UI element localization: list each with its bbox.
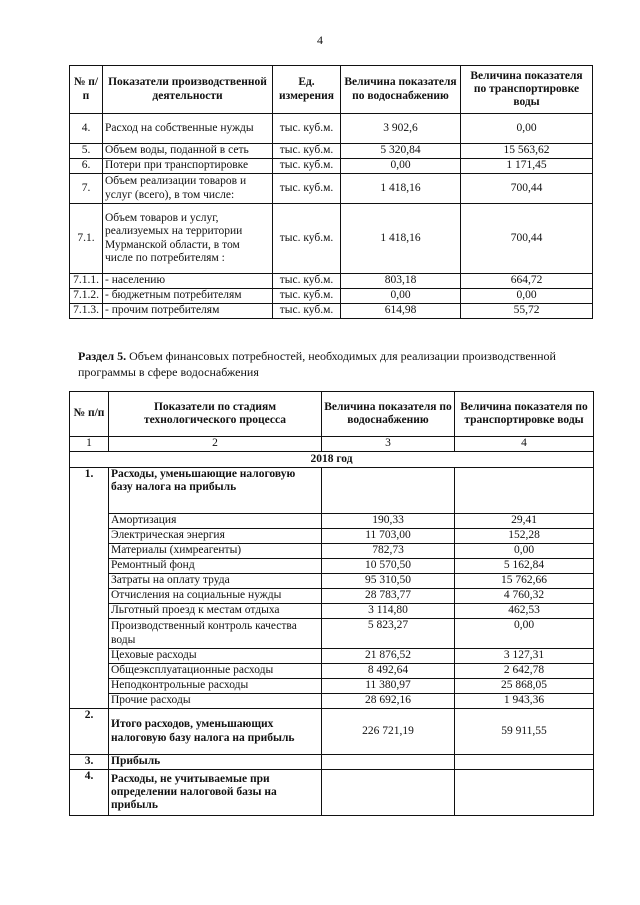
header-stage: Показатели по стадиям технологического процесса [109,392,322,437]
item-water-supply: 11 703,00 [322,529,455,544]
item-water-transport: 5 162,84 [455,559,594,574]
item-label: Материалы (химреагенты) [109,544,322,559]
row-water-transport: 0,00 [461,114,593,144]
item-water-supply: 782,73 [322,544,455,559]
total-row [70,709,594,755]
row-num: 7.1.3. [70,304,103,319]
row-indicator: Потери при транспортировке [103,159,273,174]
table-row [70,174,593,204]
table-row [70,619,594,649]
col-number: 1 [70,437,109,452]
row-indicator: Объем реализации товаров и услуг (всего), в том числе: [103,174,273,204]
header-water-transport: Величина показателя по транспортировке воды [461,66,593,114]
table-row [70,159,593,174]
row-num: 5. [70,144,103,159]
year-row [70,452,594,468]
table-row [70,559,594,574]
item-water-supply: 11 380,97 [322,679,455,694]
item-water-transport: 0,00 [455,544,594,559]
row-unit: тыс. куб.м. [273,174,341,204]
production-indicators-table [69,65,593,319]
item-label: Прочие расходы [109,694,322,709]
row-water-transport: 55,72 [461,304,593,319]
header-water-transport: Величина показателя по транспортировке воды [455,392,594,437]
table-row [70,204,593,274]
row-water-transport: 1 171,45 [461,159,593,174]
table-row [70,144,593,159]
item-water-supply: 8 492,64 [322,664,455,679]
table-row [70,574,594,589]
item-water-transport: 25 868,05 [455,679,594,694]
col-number: 2 [109,437,322,452]
non-deductible-row [70,770,594,816]
page-number: 4 [317,33,323,47]
total-num: 2. [70,709,109,755]
item-water-transport: 4 760,32 [455,589,594,604]
row-num: 7.1.2. [70,289,103,304]
header-unit: Ед. измерения [273,66,341,114]
header-water-supply: Величина показателя по водоснабжению [341,66,461,114]
row-water-transport: 0,00 [461,289,593,304]
row-num: 4. [70,114,103,144]
header-num: № п/п [70,66,103,114]
item-water-supply: 10 570,50 [322,559,455,574]
table-row [70,514,594,529]
table-row [70,289,593,304]
group-row [70,468,594,514]
row-num: 7.1. [70,204,103,274]
item-water-transport: 2 642,78 [455,664,594,679]
table-row [70,529,594,544]
section-5-heading [78,349,593,380]
item-water-transport: 29,41 [455,514,594,529]
header-num: № п/п [70,392,109,437]
row-water-transport: 700,44 [461,174,593,204]
total-water-supply: 226 721,19 [322,709,455,755]
item-water-transport: 152,28 [455,529,594,544]
item-water-supply: 3 114,80 [322,604,455,619]
item-water-supply: 95 310,50 [322,574,455,589]
non-deductible-num: 4. [70,770,109,816]
item-label: Цеховые расходы [109,649,322,664]
item-water-supply: 190,33 [322,514,455,529]
row-water-supply: 614,98 [341,304,461,319]
row-indicator: - населению [103,274,273,289]
table-row [70,679,594,694]
profit-row [70,755,594,770]
row-unit: тыс. куб.м. [273,274,341,289]
row-indicator: Расход на собственные нужды [103,114,273,144]
table-row [70,649,594,664]
section-5-text: Объем финансовых потребностей, необходимых для реализации производственной программы в сфере водоснабжения [78,349,556,379]
row-unit: тыс. куб.м. [273,289,341,304]
row-water-supply: 3 902,6 [341,114,461,144]
item-label: Льготный проезд к местам отдыха [109,604,322,619]
item-water-transport: 0,00 [455,619,594,649]
table-row [70,664,594,679]
table-row [70,589,594,604]
total-water-transport: 59 911,55 [455,709,594,755]
item-label: Неподконтрольные расходы [109,679,322,694]
item-label: Электрическая энергия [109,529,322,544]
row-unit: тыс. куб.м. [273,144,341,159]
row-num: 7.1.1. [70,274,103,289]
non-deductible-label: Расходы, не учитываемые при определении налоговой базы на прибыль [109,770,322,816]
financial-needs-table [69,391,594,816]
row-water-supply: 1 418,16 [341,174,461,204]
item-label: Общеэксплуатационные расходы [109,664,322,679]
group-num: 1. [70,468,109,514]
row-indicator: - бюджетным потребителям [103,289,273,304]
row-water-supply: 0,00 [341,159,461,174]
row-unit: тыс. куб.м. [273,204,341,274]
table-row [70,114,593,144]
year-label: 2018 год [70,452,594,468]
header-indicator: Показатели производственной деятельности [103,66,273,114]
table-row [70,274,593,289]
row-num: 6. [70,159,103,174]
row-water-supply: 5 320,84 [341,144,461,159]
item-water-supply: 5 823,27 [322,619,455,649]
item-water-transport: 1 943,36 [455,694,594,709]
row-water-supply: 1 418,16 [341,204,461,274]
row-water-transport: 700,44 [461,204,593,274]
item-water-transport: 3 127,31 [455,649,594,664]
row-unit: тыс. куб.м. [273,114,341,144]
group-label: Расходы, уменьшающие налоговую базу налога на прибыль [109,468,322,514]
col-number: 3 [322,437,455,452]
item-label: Ремонтный фонд [109,559,322,574]
row-water-transport: 664,72 [461,274,593,289]
item-label: Производственный контроль качества воды [109,619,322,649]
row-indicator: Объем товаров и услуг, реализуемых на территории Мурманской области, в том числе по потребителям : [103,204,273,274]
column-numbers-row [70,437,594,452]
item-water-transport: 462,53 [455,604,594,619]
table-row [70,544,594,559]
table-row [70,604,594,619]
col-number: 4 [455,437,594,452]
table-row [70,694,594,709]
row-unit: тыс. куб.м. [273,304,341,319]
profit-num: 3. [70,755,109,770]
item-water-supply: 28 783,77 [322,589,455,604]
row-num: 7. [70,174,103,204]
item-label: Отчисления на социальные нужды [109,589,322,604]
row-water-supply: 803,18 [341,274,461,289]
row-indicator: - прочим потребителям [103,304,273,319]
item-label: Амортизация [109,514,322,529]
item-water-transport: 15 762,66 [455,574,594,589]
table-row [70,304,593,319]
total-label: Итого расходов, уменьшающих налоговую базу налога на прибыль [109,709,322,755]
section-5-label: Раздел 5. [78,349,127,363]
item-water-supply: 28 692,16 [322,694,455,709]
row-indicator: Объем воды, поданной в сеть [103,144,273,159]
profit-label: Прибыль [109,755,322,770]
item-water-supply: 21 876,52 [322,649,455,664]
row-water-supply: 0,00 [341,289,461,304]
item-label: Затраты на оплату труда [109,574,322,589]
header-water-supply: Величина показателя по водоснабжению [322,392,455,437]
row-water-transport: 15 563,62 [461,144,593,159]
row-unit: тыс. куб.м. [273,159,341,174]
